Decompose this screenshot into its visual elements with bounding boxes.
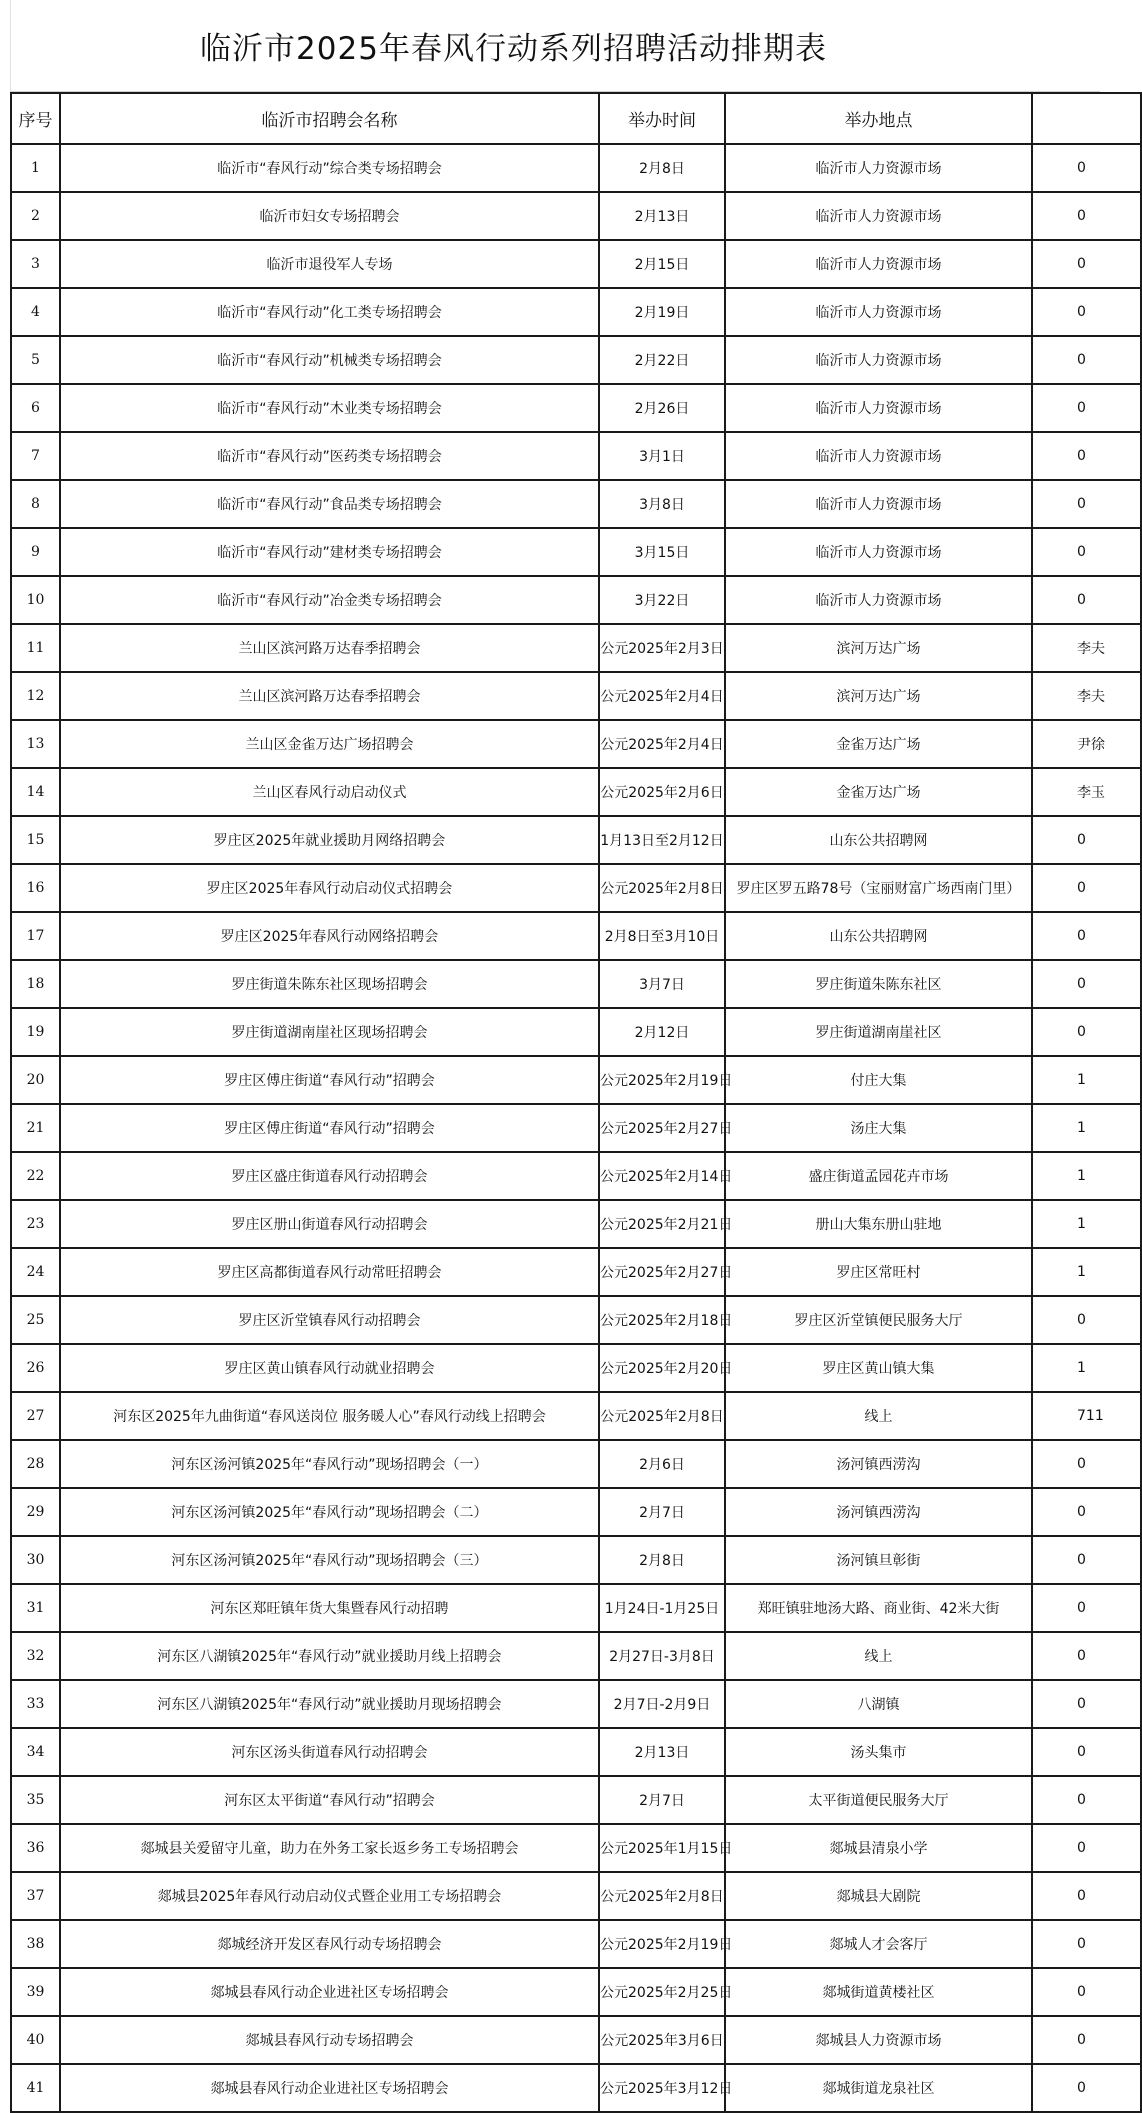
cell-seq: 2 [11, 192, 60, 240]
cell-name: 河东区八湖镇2025年“春风行动”就业援助月现场招聘会 [60, 1680, 599, 1728]
cell-time: 公元2025年2月20日 [599, 1344, 725, 1392]
cell-name: 罗庄区盛庄街道春风行动招聘会 [60, 1152, 599, 1200]
table-row [11, 1632, 1141, 1680]
cell-extra: 0 [1032, 480, 1141, 528]
cell-extra: 0 [1032, 576, 1141, 624]
cell-time: 2月7日-2月9日 [599, 1680, 725, 1728]
cell-seq: 25 [11, 1296, 60, 1344]
table-row [11, 192, 1141, 240]
cell-extra: 0 [1032, 960, 1141, 1008]
cell-time: 2月13日 [599, 192, 725, 240]
cell-seq: 13 [11, 720, 60, 768]
cell-time: 3月1日 [599, 432, 725, 480]
cell-name: 河东区汤河镇2025年“春风行动”现场招聘会（一） [60, 1440, 599, 1488]
cell-place: 罗庄街道湖南崖社区 [725, 1008, 1032, 1056]
cell-extra: 0 [1032, 1440, 1141, 1488]
table-row [11, 288, 1141, 336]
table-row [11, 432, 1141, 480]
cell-name: 罗庄区册山街道春风行动招聘会 [60, 1200, 599, 1248]
cell-time: 2月12日 [599, 1008, 725, 1056]
cell-extra: 0 [1032, 192, 1141, 240]
cell-place: 盛庄街道孟园花卉市场 [725, 1152, 1032, 1200]
cell-place: 汤河镇西涝沟 [725, 1440, 1032, 1488]
cell-time: 公元2025年3月6日 [599, 2016, 725, 2064]
title-box [10, 0, 1100, 92]
cell-name: 罗庄区2025年就业援助月网络招聘会 [60, 816, 599, 864]
cell-extra: 0 [1032, 336, 1141, 384]
header-seq: 序号 [11, 93, 60, 144]
header-place: 举办地点 [725, 93, 1032, 144]
table-row [11, 1392, 1141, 1440]
cell-seq: 23 [11, 1200, 60, 1248]
cell-seq: 18 [11, 960, 60, 1008]
cell-place: 郑旺镇驻地汤大路、商业街、42米大街 [725, 1584, 1032, 1632]
cell-place: 临沂市人力资源市场 [725, 336, 1032, 384]
cell-seq: 36 [11, 1824, 60, 1872]
table-row [11, 1920, 1141, 1968]
cell-extra: 0 [1032, 1488, 1141, 1536]
table-row [11, 1872, 1141, 1920]
table-row [11, 1728, 1141, 1776]
cell-time: 2月19日 [599, 288, 725, 336]
cell-name: 河东区汤头街道春风行动招聘会 [60, 1728, 599, 1776]
cell-name: 罗庄区黄山镇春风行动就业招聘会 [60, 1344, 599, 1392]
cell-name: 郯城经济开发区春风行动专场招聘会 [60, 1920, 599, 1968]
cell-name: 兰山区滨河路万达春季招聘会 [60, 624, 599, 672]
table-row [11, 720, 1141, 768]
cell-seq: 30 [11, 1536, 60, 1584]
table-row [11, 1824, 1141, 1872]
table-row [11, 144, 1141, 192]
cell-place: 汤头集市 [725, 1728, 1032, 1776]
cell-time: 公元2025年2月18日 [599, 1296, 725, 1344]
cell-extra: 0 [1032, 384, 1141, 432]
cell-name: 罗庄街道朱陈东社区现场招聘会 [60, 960, 599, 1008]
cell-time: 公元2025年2月25日 [599, 1968, 725, 2016]
cell-place: 汤河镇旦彰街 [725, 1536, 1032, 1584]
cell-extra: 0 [1032, 2016, 1141, 2064]
cell-seq: 17 [11, 912, 60, 960]
cell-seq: 41 [11, 2064, 60, 2112]
cell-extra: 0 [1032, 2064, 1141, 2112]
cell-name: 罗庄区2025年春风行动启动仪式招聘会 [60, 864, 599, 912]
table-row [11, 480, 1141, 528]
cell-time: 1月13日至2月12日 [599, 816, 725, 864]
table-row [11, 1776, 1141, 1824]
cell-seq: 28 [11, 1440, 60, 1488]
cell-time: 公元2025年2月27日 [599, 1104, 725, 1152]
cell-time: 公元2025年2月27日 [599, 1248, 725, 1296]
cell-name: 临沂市“春风行动”机械类专场招聘会 [60, 336, 599, 384]
cell-seq: 4 [11, 288, 60, 336]
table-row [11, 1584, 1141, 1632]
cell-extra: 0 [1032, 1632, 1141, 1680]
cell-place: 金雀万达广场 [725, 720, 1032, 768]
cell-time: 2月8日至3月10日 [599, 912, 725, 960]
cell-seq: 37 [11, 1872, 60, 1920]
cell-place: 郯城街道龙泉社区 [725, 2064, 1032, 2112]
cell-extra: 0 [1032, 1296, 1141, 1344]
cell-seq: 20 [11, 1056, 60, 1104]
cell-seq: 10 [11, 576, 60, 624]
cell-seq: 31 [11, 1584, 60, 1632]
cell-extra: 0 [1032, 432, 1141, 480]
cell-place: 罗庄区黄山镇大集 [725, 1344, 1032, 1392]
page-title: 临沂市2025年春风行动系列招聘活动排期表 [200, 31, 827, 67]
cell-seq: 8 [11, 480, 60, 528]
cell-extra: 尹徐 [1032, 720, 1141, 768]
cell-extra: 1 [1032, 1056, 1141, 1104]
cell-extra: 0 [1032, 1728, 1141, 1776]
cell-name: 兰山区滨河路万达春季招聘会 [60, 672, 599, 720]
cell-name: 罗庄区傅庄街道“春风行动”招聘会 [60, 1104, 599, 1152]
cell-name: 临沂市“春风行动”食品类专场招聘会 [60, 480, 599, 528]
cell-seq: 35 [11, 1776, 60, 1824]
table-row [11, 2064, 1141, 2112]
cell-seq: 7 [11, 432, 60, 480]
cell-seq: 38 [11, 1920, 60, 1968]
cell-seq: 15 [11, 816, 60, 864]
cell-place: 汤河镇西涝沟 [725, 1488, 1032, 1536]
cell-name: 临沂市“春风行动”冶金类专场招聘会 [60, 576, 599, 624]
cell-extra: 0 [1032, 144, 1141, 192]
cell-time: 2月15日 [599, 240, 725, 288]
cell-time: 2月6日 [599, 1440, 725, 1488]
cell-time: 公元2025年2月19日 [599, 1920, 725, 1968]
cell-place: 郯城人才会客厅 [725, 1920, 1032, 1968]
cell-place: 罗庄区罗五路78号（宝丽财富广场西南门里） [725, 864, 1032, 912]
cell-extra: 0 [1032, 1920, 1141, 1968]
table-row [11, 672, 1141, 720]
cell-seq: 24 [11, 1248, 60, 1296]
cell-time: 公元2025年2月8日 [599, 864, 725, 912]
table-row [11, 960, 1141, 1008]
cell-seq: 21 [11, 1104, 60, 1152]
table-row [11, 1248, 1141, 1296]
cell-place: 山东公共招聘网 [725, 912, 1032, 960]
table-row [11, 1296, 1141, 1344]
cell-name: 罗庄街道湖南崖社区现场招聘会 [60, 1008, 599, 1056]
cell-time: 3月15日 [599, 528, 725, 576]
cell-extra: 0 [1032, 912, 1141, 960]
cell-seq: 16 [11, 864, 60, 912]
cell-name: 河东区八湖镇2025年“春风行动”就业援助月线上招聘会 [60, 1632, 599, 1680]
cell-extra: 李夫 [1032, 672, 1141, 720]
cell-time: 3月7日 [599, 960, 725, 1008]
cell-place: 滨河万达广场 [725, 672, 1032, 720]
cell-place: 付庄大集 [725, 1056, 1032, 1104]
cell-time: 公元2025年2月3日 [599, 624, 725, 672]
cell-time: 3月8日 [599, 480, 725, 528]
table-row [11, 1104, 1141, 1152]
cell-place: 线上 [725, 1632, 1032, 1680]
schedule-table [10, 92, 1142, 2113]
table-row [11, 912, 1141, 960]
cell-extra: 1 [1032, 1248, 1141, 1296]
cell-extra: 1 [1032, 1104, 1141, 1152]
cell-place: 罗庄区沂堂镇便民服务大厅 [725, 1296, 1032, 1344]
cell-place: 临沂市人力资源市场 [725, 576, 1032, 624]
table-row [11, 240, 1141, 288]
cell-name: 临沂市“春风行动”医药类专场招聘会 [60, 432, 599, 480]
cell-place: 临沂市人力资源市场 [725, 240, 1032, 288]
table-row [11, 1152, 1141, 1200]
cell-seq: 3 [11, 240, 60, 288]
table-row [11, 576, 1141, 624]
cell-place: 临沂市人力资源市场 [725, 384, 1032, 432]
cell-name: 临沂市“春风行动”化工类专场招聘会 [60, 288, 599, 336]
cell-name: 罗庄区2025年春风行动网络招聘会 [60, 912, 599, 960]
cell-name: 郯城县关爱留守儿童，助力在外务工家长返乡务工专场招聘会 [60, 1824, 599, 1872]
cell-place: 罗庄区常旺村 [725, 1248, 1032, 1296]
table-row [11, 624, 1141, 672]
cell-extra: 0 [1032, 1872, 1141, 1920]
cell-extra: 0 [1032, 1776, 1141, 1824]
header-row [11, 93, 1141, 144]
cell-time: 公元2025年2月21日 [599, 1200, 725, 1248]
table-row [11, 1200, 1141, 1248]
cell-name: 临沂市妇女专场招聘会 [60, 192, 599, 240]
table-row [11, 816, 1141, 864]
cell-place: 临沂市人力资源市场 [725, 144, 1032, 192]
cell-time: 2月8日 [599, 144, 725, 192]
table-row [11, 1344, 1141, 1392]
cell-seq: 34 [11, 1728, 60, 1776]
cell-time: 公元2025年2月4日 [599, 720, 725, 768]
table-row [11, 864, 1141, 912]
cell-place: 临沂市人力资源市场 [725, 432, 1032, 480]
cell-place: 郯城县大剧院 [725, 1872, 1032, 1920]
cell-name: 罗庄区傅庄街道“春风行动”招聘会 [60, 1056, 599, 1104]
cell-place: 郯城街道黄楼社区 [725, 1968, 1032, 2016]
cell-time: 公元2025年2月8日 [599, 1872, 725, 1920]
cell-extra: 0 [1032, 1968, 1141, 2016]
header-extra [1032, 93, 1141, 144]
cell-time: 公元2025年2月6日 [599, 768, 725, 816]
cell-extra: 0 [1032, 1536, 1141, 1584]
cell-seq: 39 [11, 1968, 60, 2016]
cell-place: 汤庄大集 [725, 1104, 1032, 1152]
cell-name: 河东区汤河镇2025年“春风行动”现场招聘会（三） [60, 1536, 599, 1584]
cell-extra: 711 [1032, 1392, 1141, 1440]
cell-seq: 14 [11, 768, 60, 816]
cell-name: 临沂市“春风行动”木业类专场招聘会 [60, 384, 599, 432]
cell-place: 山东公共招聘网 [725, 816, 1032, 864]
cell-extra: 0 [1032, 1008, 1141, 1056]
cell-seq: 22 [11, 1152, 60, 1200]
table-row [11, 384, 1141, 432]
cell-name: 郯城县春风行动企业进社区专场招聘会 [60, 1968, 599, 2016]
cell-place: 临沂市人力资源市场 [725, 288, 1032, 336]
cell-name: 临沂市“春风行动”综合类专场招聘会 [60, 144, 599, 192]
cell-place: 临沂市人力资源市场 [725, 480, 1032, 528]
cell-extra: 1 [1032, 1200, 1141, 1248]
cell-name: 河东区汤河镇2025年“春风行动”现场招聘会（二） [60, 1488, 599, 1536]
cell-extra: 1 [1032, 1344, 1141, 1392]
cell-name: 河东区2025年九曲街道“春风送岗位 服务暖人心”春风行动线上招聘会 [60, 1392, 599, 1440]
table-row [11, 336, 1141, 384]
table-row [11, 528, 1141, 576]
cell-place: 册山大集东册山驻地 [725, 1200, 1032, 1248]
header-name: 临沂市招聘会名称 [60, 93, 599, 144]
cell-place: 罗庄街道朱陈东社区 [725, 960, 1032, 1008]
cell-seq: 5 [11, 336, 60, 384]
cell-seq: 32 [11, 1632, 60, 1680]
cell-extra: 0 [1032, 1680, 1141, 1728]
cell-time: 2月13日 [599, 1728, 725, 1776]
table-row [11, 1680, 1141, 1728]
cell-seq: 19 [11, 1008, 60, 1056]
cell-place: 临沂市人力资源市场 [725, 528, 1032, 576]
cell-seq: 26 [11, 1344, 60, 1392]
cell-name: 郯城县春风行动企业进社区专场招聘会 [60, 2064, 599, 2112]
cell-seq: 1 [11, 144, 60, 192]
cell-name: 兰山区金雀万达广场招聘会 [60, 720, 599, 768]
cell-time: 公元2025年3月12日 [599, 2064, 725, 2112]
cell-time: 2月27日-3月8日 [599, 1632, 725, 1680]
cell-seq: 29 [11, 1488, 60, 1536]
cell-extra: 0 [1032, 528, 1141, 576]
cell-seq: 33 [11, 1680, 60, 1728]
cell-seq: 40 [11, 2016, 60, 2064]
cell-place: 线上 [725, 1392, 1032, 1440]
cell-place: 太平街道便民服务大厅 [725, 1776, 1032, 1824]
table-row [11, 1056, 1141, 1104]
cell-extra: 1 [1032, 1152, 1141, 1200]
cell-place: 郯城县人力资源市场 [725, 2016, 1032, 2064]
cell-extra: 0 [1032, 864, 1141, 912]
cell-seq: 9 [11, 528, 60, 576]
cell-seq: 6 [11, 384, 60, 432]
cell-time: 公元2025年2月19日 [599, 1056, 725, 1104]
header-time: 举办时间 [599, 93, 725, 144]
cell-place: 滨河万达广场 [725, 624, 1032, 672]
cell-time: 1月24日-1月25日 [599, 1584, 725, 1632]
cell-time: 2月26日 [599, 384, 725, 432]
cell-name: 罗庄区高都街道春风行动常旺招聘会 [60, 1248, 599, 1296]
table-row [11, 1968, 1141, 2016]
cell-time: 公元2025年1月15日 [599, 1824, 725, 1872]
table-row [11, 1536, 1141, 1584]
cell-extra: 0 [1032, 1584, 1141, 1632]
cell-extra: 0 [1032, 240, 1141, 288]
table-row [11, 1008, 1141, 1056]
cell-time: 公元2025年2月4日 [599, 672, 725, 720]
cell-time: 2月7日 [599, 1776, 725, 1824]
cell-place: 郯城县清泉小学 [725, 1824, 1032, 1872]
cell-extra: 李玉 [1032, 768, 1141, 816]
cell-extra: 0 [1032, 1824, 1141, 1872]
cell-place: 临沂市人力资源市场 [725, 192, 1032, 240]
cell-time: 2月22日 [599, 336, 725, 384]
cell-name: 郯城县春风行动专场招聘会 [60, 2016, 599, 2064]
cell-name: 兰山区春风行动启动仪式 [60, 768, 599, 816]
cell-name: 河东区郑旺镇年货大集暨春风行动招聘 [60, 1584, 599, 1632]
cell-name: 临沂市“春风行动”建材类专场招聘会 [60, 528, 599, 576]
cell-name: 临沂市退役军人专场 [60, 240, 599, 288]
cell-time: 2月8日 [599, 1536, 725, 1584]
cell-seq: 11 [11, 624, 60, 672]
cell-name: 罗庄区沂堂镇春风行动招聘会 [60, 1296, 599, 1344]
cell-extra: 0 [1032, 288, 1141, 336]
cell-time: 公元2025年2月14日 [599, 1152, 725, 1200]
cell-time: 公元2025年2月8日 [599, 1392, 725, 1440]
cell-place: 八湖镇 [725, 1680, 1032, 1728]
cell-name: 郯城县2025年春风行动启动仪式暨企业用工专场招聘会 [60, 1872, 599, 1920]
cell-extra: 0 [1032, 816, 1141, 864]
cell-extra: 李夫 [1032, 624, 1141, 672]
cell-seq: 12 [11, 672, 60, 720]
cell-seq: 27 [11, 1392, 60, 1440]
cell-time: 3月22日 [599, 576, 725, 624]
table-row [11, 1440, 1141, 1488]
cell-place: 金雀万达广场 [725, 768, 1032, 816]
cell-time: 2月7日 [599, 1488, 725, 1536]
cell-name: 河东区太平街道“春风行动”招聘会 [60, 1776, 599, 1824]
table-row [11, 1488, 1141, 1536]
table-row [11, 768, 1141, 816]
table-row [11, 2016, 1141, 2064]
